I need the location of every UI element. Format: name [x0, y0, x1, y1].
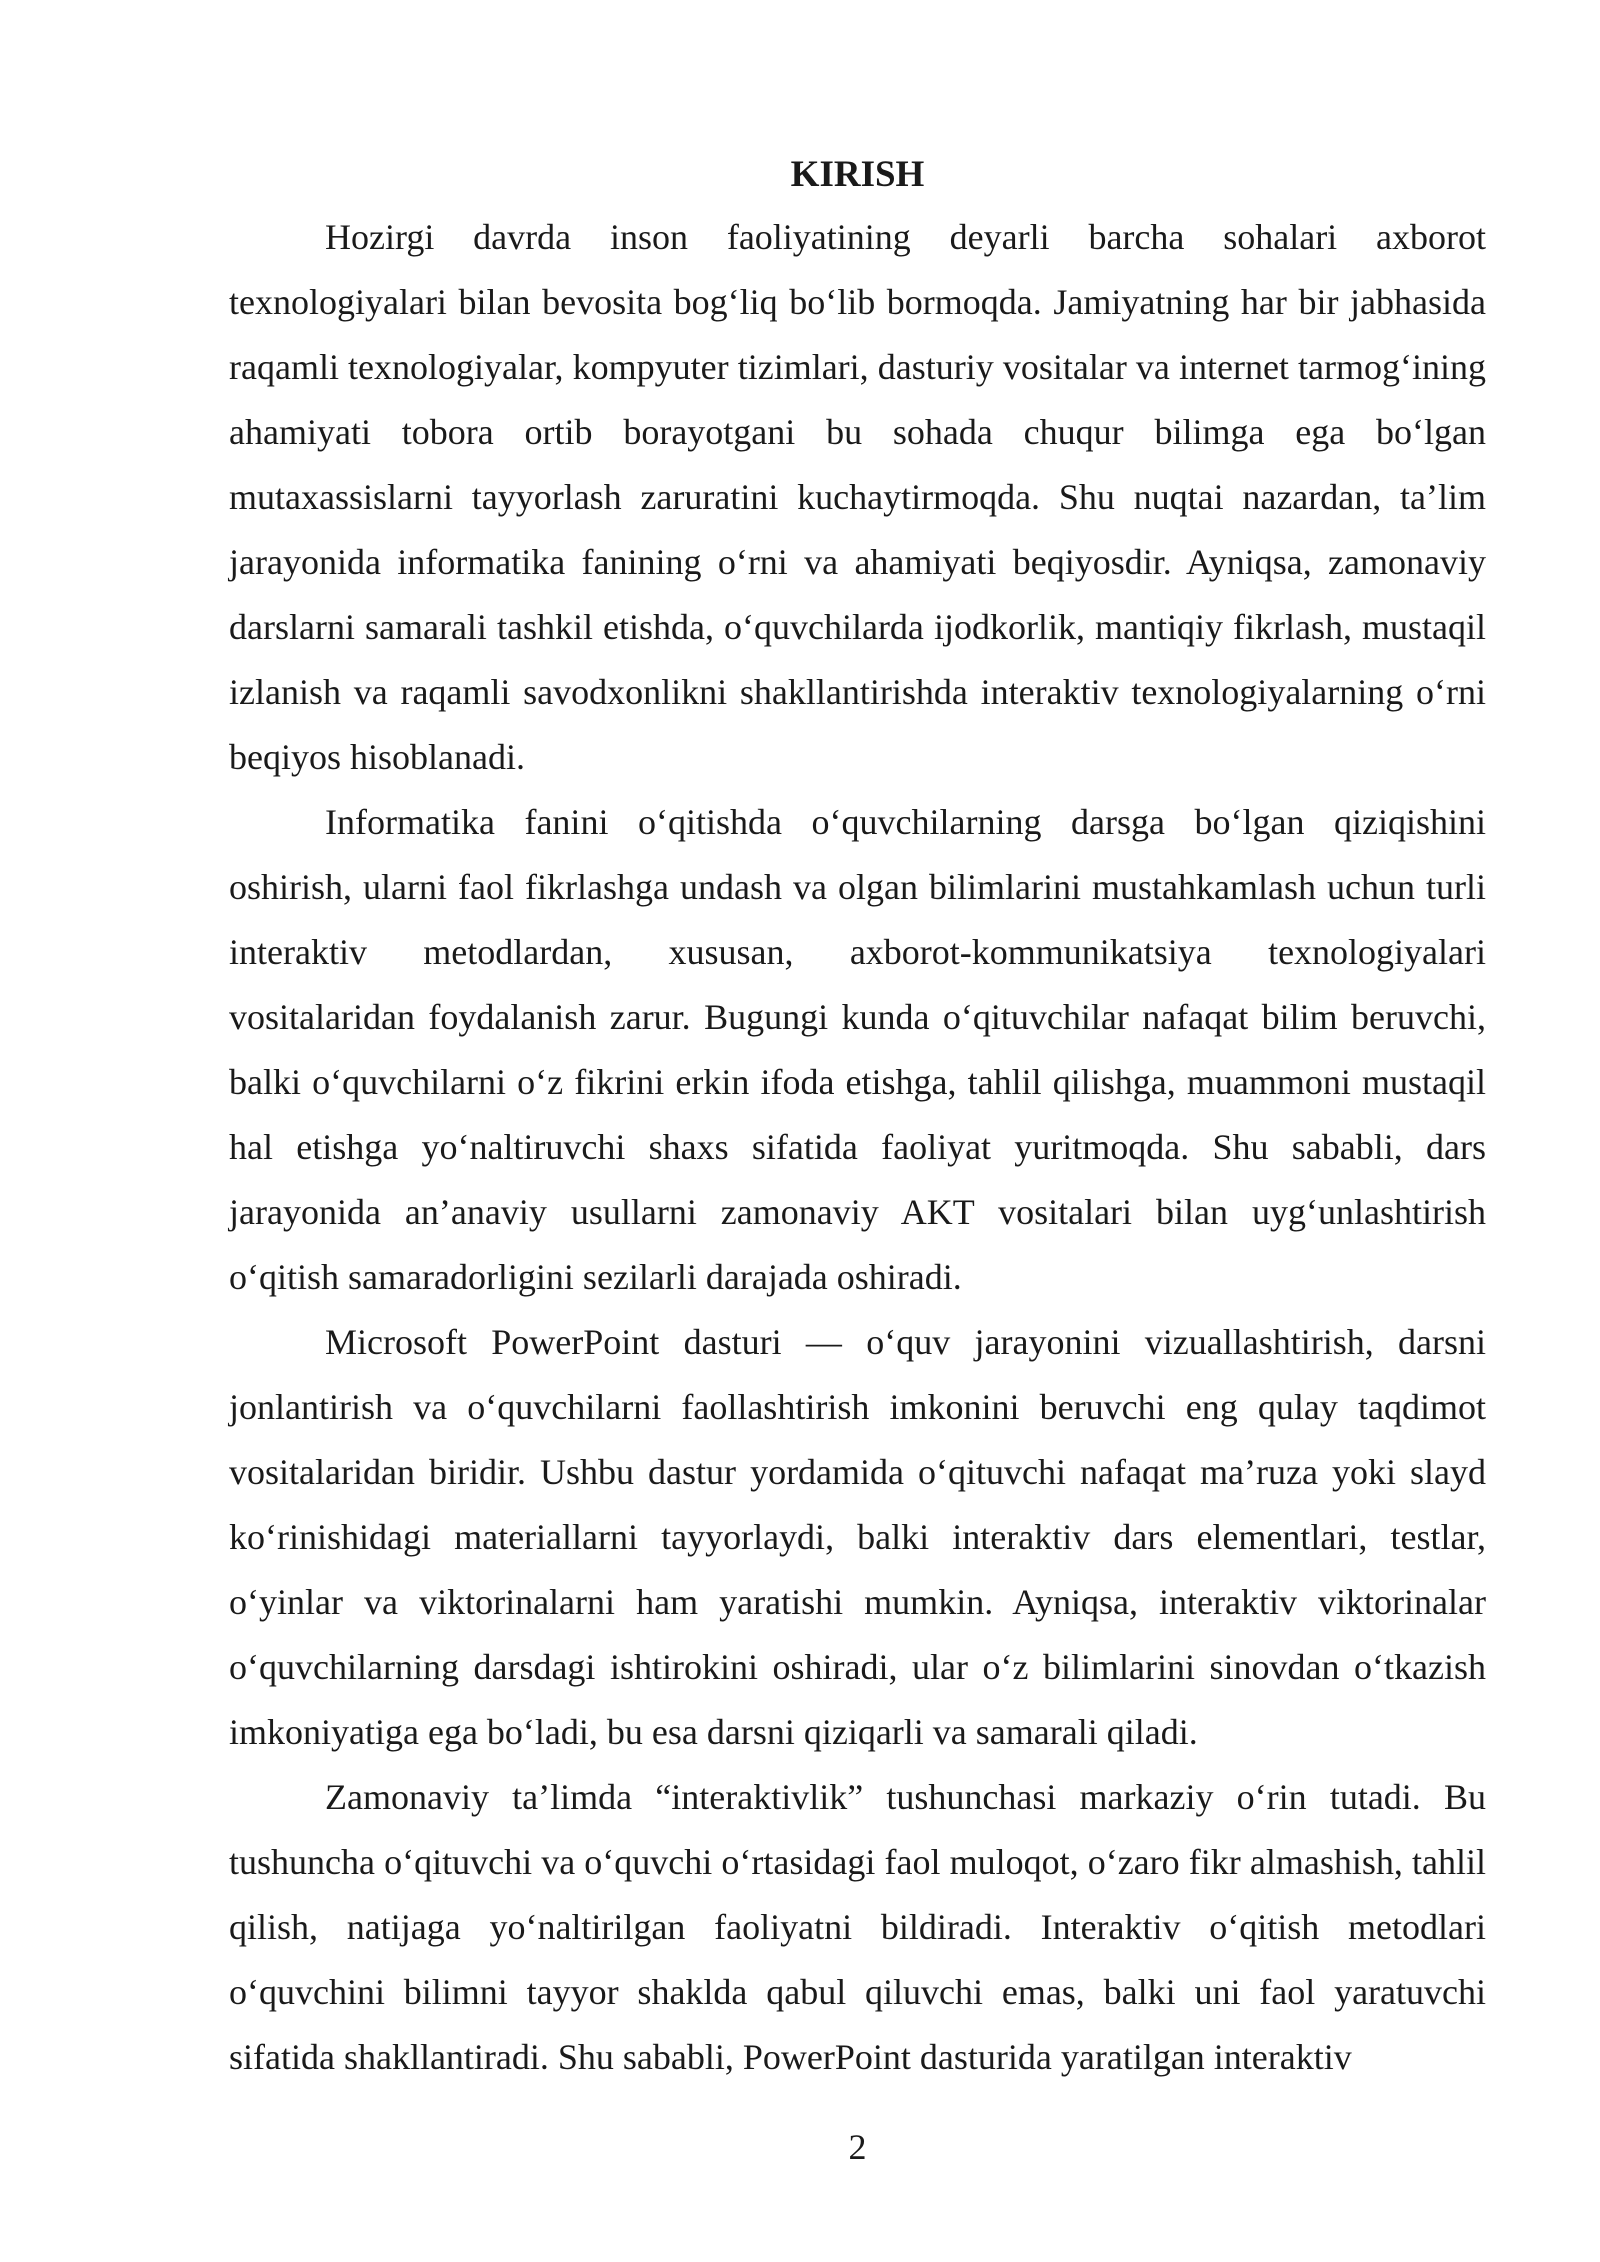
body-paragraph: Zamonaviy ta’limda “interaktivlik” tushunchasi markaziy o‘rin tutadi. Bu tushuncha o‘qituvchi va o‘quvchi o‘rtasidagi faol muloqot, o‘zaro fikr almashish, tahlil qilish, natijaga yo‘naltirilgan faoliyatni bildiradi. Interaktiv o‘qitish metodlari o‘quvchini bilimni tayyor shaklda qabul qiluvchi emas, balki uni faol yaratuvchi sifatida shakllantiradi. Shu sababli, PowerPoint dasturida yaratilgan interaktiv: [229, 1777, 1486, 2077]
page-body: [229, 145, 1486, 2090]
body-paragraph: Microsoft PowerPoint dasturi — o‘quv jarayonini vizuallashtirish, darsni jonlantirish va o‘quvchilarni faollashtirish imkonini beruvchi eng qulay taqdimot vositalaridan biridir. Ushbu dastur yordamida o‘qituvchi nafaqat ma’ruza yoki slayd ko‘rinishidagi materiallarni tayyorlaydi, balki interaktiv dars elementlari, testlar, o‘yinlar va viktorinalarni ham yaratishi mumkin. Ayniqsa, interaktiv viktorinalar o‘quvchilarning darsdagi ishtirokini oshiradi, ular o‘z bilimlarini sinovdan o‘tkazish imkoniyatiga ega bo‘ladi, bu esa darsni qiziqarli va samarali qiladi.: [229, 1322, 1486, 1752]
page-number: 2: [848, 2127, 867, 2167]
body-paragraph: Hozirgi davrda inson faoliyatining deyarli barcha sohalari axborot texnologiyalari bilan bevosita bog‘liq bo‘lib bormoqda. Jamiyatning har bir jabhasida raqamli texnologiyalar, kompyuter tizimlari, dasturiy vositalar va internet tarmog‘ining ahamiyati tobora ortib borayotgani bu sohada chuqur bilimga ega bo‘lgan mutaxassislarni tayyorlash zaruratini kuchaytirmoqda. Shu nuqtai nazardan, ta’lim jarayonida informatika fanining o‘rni va ahamiyati beqiyosdir. Ayniqsa, zamonaviy darslarni samarali tashkil etishda, o‘quvchilarda ijodkorlik, mantiqiy fikrlash, mustaqil izlanish va raqamli savodxonlikni shakllantirishda interaktiv texnologiyalarning o‘rni beqiyos hisoblanadi.: [229, 217, 1486, 777]
body-paragraph: Informatika fanini o‘qitishda o‘quvchilarning darsga bo‘lgan qiziqishini oshirish, ularni faol fikrlashga undash va olgan bilimlarini mustahkamlash uchun turli interaktiv metodlardan, xususan, axborot-kommunikatsiya texnologiyalari vositalaridan foydalanish zarur. Bugungi kunda o‘qituvchilar nafaqat bilim beruvchi, balki o‘quvchilarni o‘z fikrini erkin ifoda etishga, tahlil qilishga, muammoni mustaqil hal etishga yo‘naltiruvchi shaxs sifatida faoliyat yuritmoqda. Shu sababli, dars jarayonida an’anaviy usullarni zamonaviy AKT vositalari bilan uyg‘unlashtirish o‘qitish samaradorligini sezilarli darajada oshiradi.: [229, 802, 1486, 1297]
section-heading: KIRISH: [790, 154, 925, 195]
